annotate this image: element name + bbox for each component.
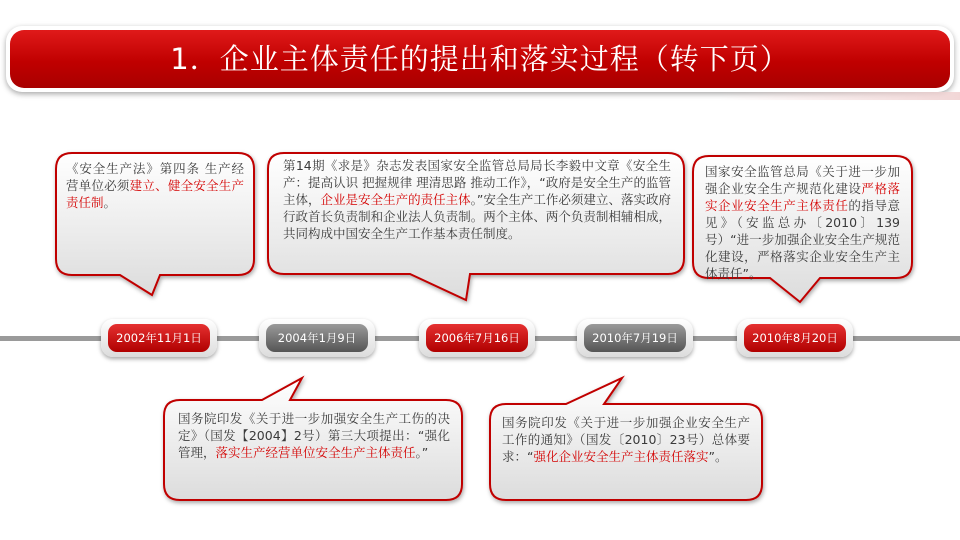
callout-2-text-b: 。”安全生产工作必须建立、落实政府行政首长负责制和企业法人负责制。两个主体、两个负责制相辅相成，共同构成中国安全生产工作基本责任制度。 [283,192,671,241]
callout-5-text-a: 国务院印发《关于进一步加强企业安全生产工作的通知》（国发〔2010〕23号）总体要求：“ [502,415,750,464]
callout-5-text-b: ”。 [708,449,728,464]
timeline-node-2010-jul[interactable] [577,319,693,357]
callout-3-text [705,163,900,282]
timeline-date-label: 2010年8月20日 [744,324,846,352]
timeline-node-2002[interactable] [101,319,217,357]
callout-4-text-b: 。” [415,445,429,460]
callout-1-text [66,160,244,211]
callout-5-highlight: 强化企业安全生产主体责任落实 [533,449,709,464]
callout-2-text [283,157,671,242]
callout-3-text-b: 的指导意见》（安监总办〔2010〕139号）“进一步加强企业安全生产规范化建设，严格落实企业安全生产主体责任”。 [705,198,900,281]
callout-1-text-b: 。 [103,195,117,210]
timeline-node-2004[interactable] [259,319,375,357]
callout-3-highlight: 严格落实企业安全生产主体责任 [705,181,900,213]
callout-2-text-a: 第14期《求是》杂志发表国家安全监管总局局长李毅中文章《安全生产：提高认识 把握规律 理清思路 推动工作》，“政府是安全生产的监管主体， [283,158,671,207]
timeline-date-label: 2006年7月16日 [426,324,528,352]
callout-1-text-a: 《安全生产法》第四条 生产经营单位必须 [66,161,244,193]
timeline-node-2006[interactable] [419,319,535,357]
page-title: 1．企业主体责任的提出和落实过程（转下页） [170,42,790,76]
callout-5-text [502,414,750,465]
callout-4-highlight: 落实生产经营单位安全生产主体责任 [215,445,416,460]
callout-4-text [178,410,450,461]
timeline-date-label: 2010年7月19日 [584,324,686,352]
callout-3-text-a: 国家安全监管总局《关于进一步加强企业安全生产规范化建设 [705,164,900,196]
timeline-date-label: 2004年1月9日 [266,324,368,352]
callout-1-highlight: 建立、健全安全生产责任制 [66,178,244,210]
timeline-date-label: 2002年11月1日 [108,324,210,352]
timeline-node-2010-aug[interactable] [737,319,853,357]
callout-2-highlight: 企业是安全生产的责任主体 [320,192,471,207]
callout-4-text-a: 国务院印发《关于进一步加强安全生产工伤的决定》（国发【2004】2号）第三大项提出：“强化管理， [178,411,450,460]
